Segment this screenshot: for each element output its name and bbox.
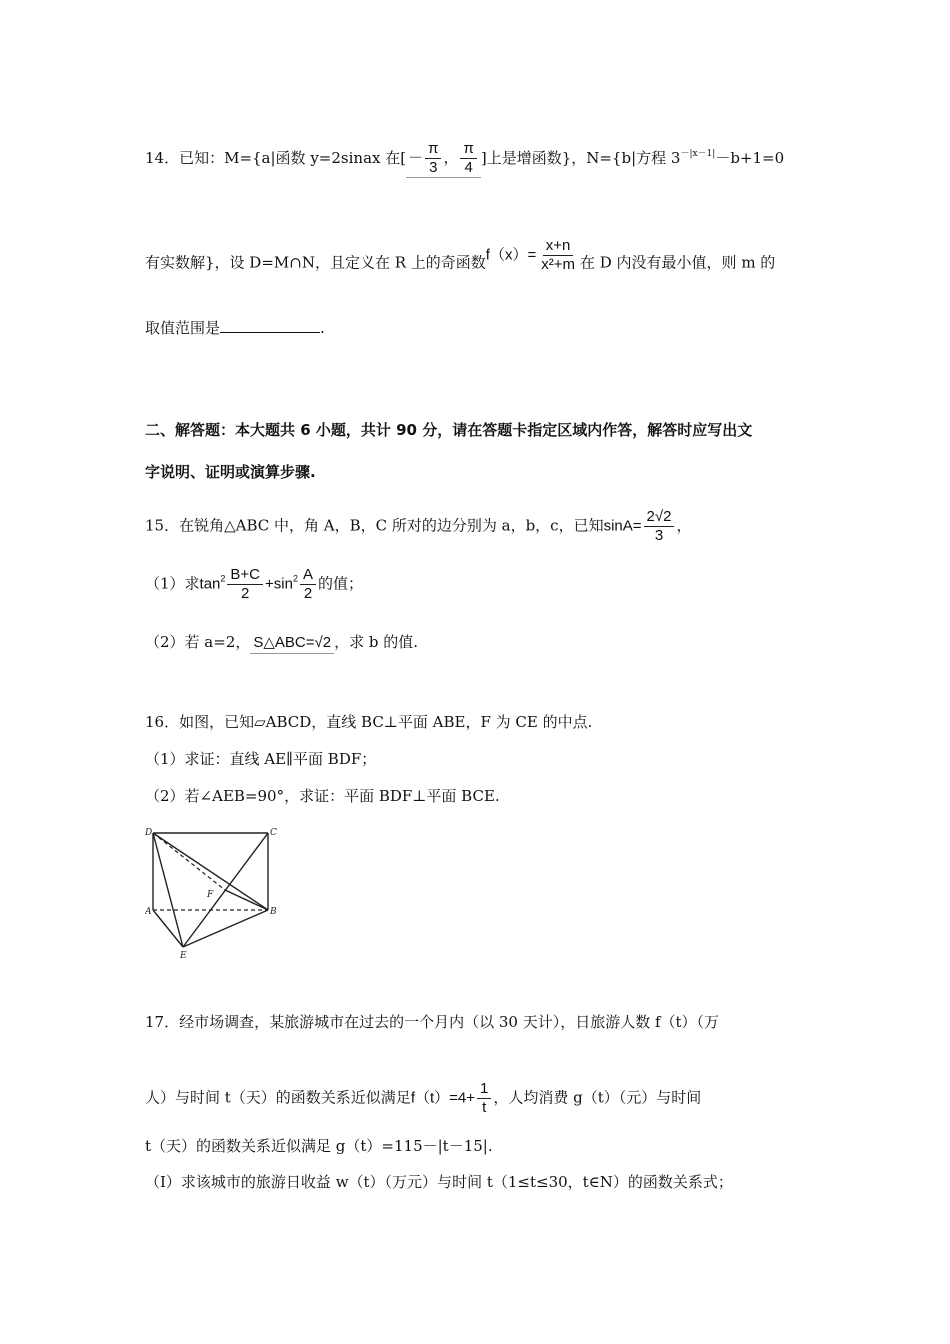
sinA-formula: sinA= $\frac{2√2}{3}$ [604,508,677,545]
ft-formula: f（t）=4+ $\frac{1}{t}$ [411,1080,494,1117]
q16-stem: 16．如图，已知▱ABCD，直线 BC⊥平面 ABE，F 为 CE 的中点. [145,713,593,731]
section2-heading-line2: 字说明、证明或演算步骤. [145,463,316,481]
q17-line4: （Ⅰ）求该城市的旅游日收益 w（t）（万元）与时间 t（1≤t≤30，t∈N）的函数关系式； [145,1173,733,1191]
q14-text-a: 14．已知：M={a|函数 y=2sinax 在[ [145,149,407,167]
q17-line3: t（天）的函数关系近似满足 g（t）=115－|t－15|. [145,1137,493,1155]
q14-text-b: ]上是增函数}，N={b|方程 3 [480,149,681,167]
q14-fx-formula: f（x）= $\frac{x+n}{\text{x²+m}}$ [485,237,575,273]
label-C: C [270,828,277,838]
interval-right-frac: $\frac{\pi}{4}$ [460,140,476,177]
q14-exponent: －|x－1| [680,149,716,159]
label-F: F [207,890,214,900]
q14-line1 [145,140,784,178]
label-B: B [270,907,277,917]
q14-text-c: －b+1=0 [715,149,785,167]
section2-heading-line1: 二、解答题：本大题共 6 小题，共计 90 分，请在答题卡指定区域内作答，解答时应写出文 [145,421,753,439]
q17-line2: 人）与时间 t（天）的函数关系近似满足f（t）=4+ $\frac{1}{t}$ ，人均消费 g（t）（元）与时间 [145,1080,702,1116]
q15-stem: 15．在锐角△ABC 中，角 A，B，C 所对的边分别为 a，b，c，已知sinA= $\frac{2√2}{3}$ ， [145,508,692,544]
geometry-figure [145,825,280,960]
answer-blank[interactable] [220,318,320,333]
q14-text-d: 有实数解}，设 D=M∩N，且定义在 R 上的奇函数 [145,253,486,272]
q15-part2: （2）若 a=2， S△ABC=√2 ，求 b 的值. [145,632,418,654]
label-D: D [145,828,153,838]
q14-line3: 取值范围是 . [145,319,325,337]
edge-DF-hidden [153,833,225,890]
q14-text-e: 在 D 内没有最小值，则 m 的 [579,253,776,272]
q16-part2: （2）若∠AEB=90°，求证：平面 BDF⊥平面 BCE. [145,787,500,805]
label-E: E [180,951,187,960]
label-A: A [145,907,152,917]
q17-line1: 17．经市场调查，某旅游城市在过去的一个月内（以 30 天计），日旅游人数 f（t）（万 [145,1013,720,1031]
interval-left-frac: $\frac{\pi}{3}$ [425,140,441,177]
q14-line2 [145,237,776,282]
interval-sign: － [408,149,424,167]
edge-FB [225,890,268,910]
area-formula: S△ABC=√2 [250,633,334,654]
tan-sin-formula: $\tan^2$ $\frac{B+C}{2}$ $+\sin^2$ $\frac{A}{2}$ [200,566,318,603]
q15-part1: （1）求$\tan^2$ $\frac{B+C}{2}$ $+\sin^2$ $\frac{A}{2}$ 的值； [145,566,364,602]
edge-EB [183,910,268,947]
q14-interval: － $\frac{\pi}{3}$ ， $\frac{\pi}{4}$ [406,140,481,178]
q16-part1: （1）求证：直线 AE∥平面 BDF； [145,750,377,768]
